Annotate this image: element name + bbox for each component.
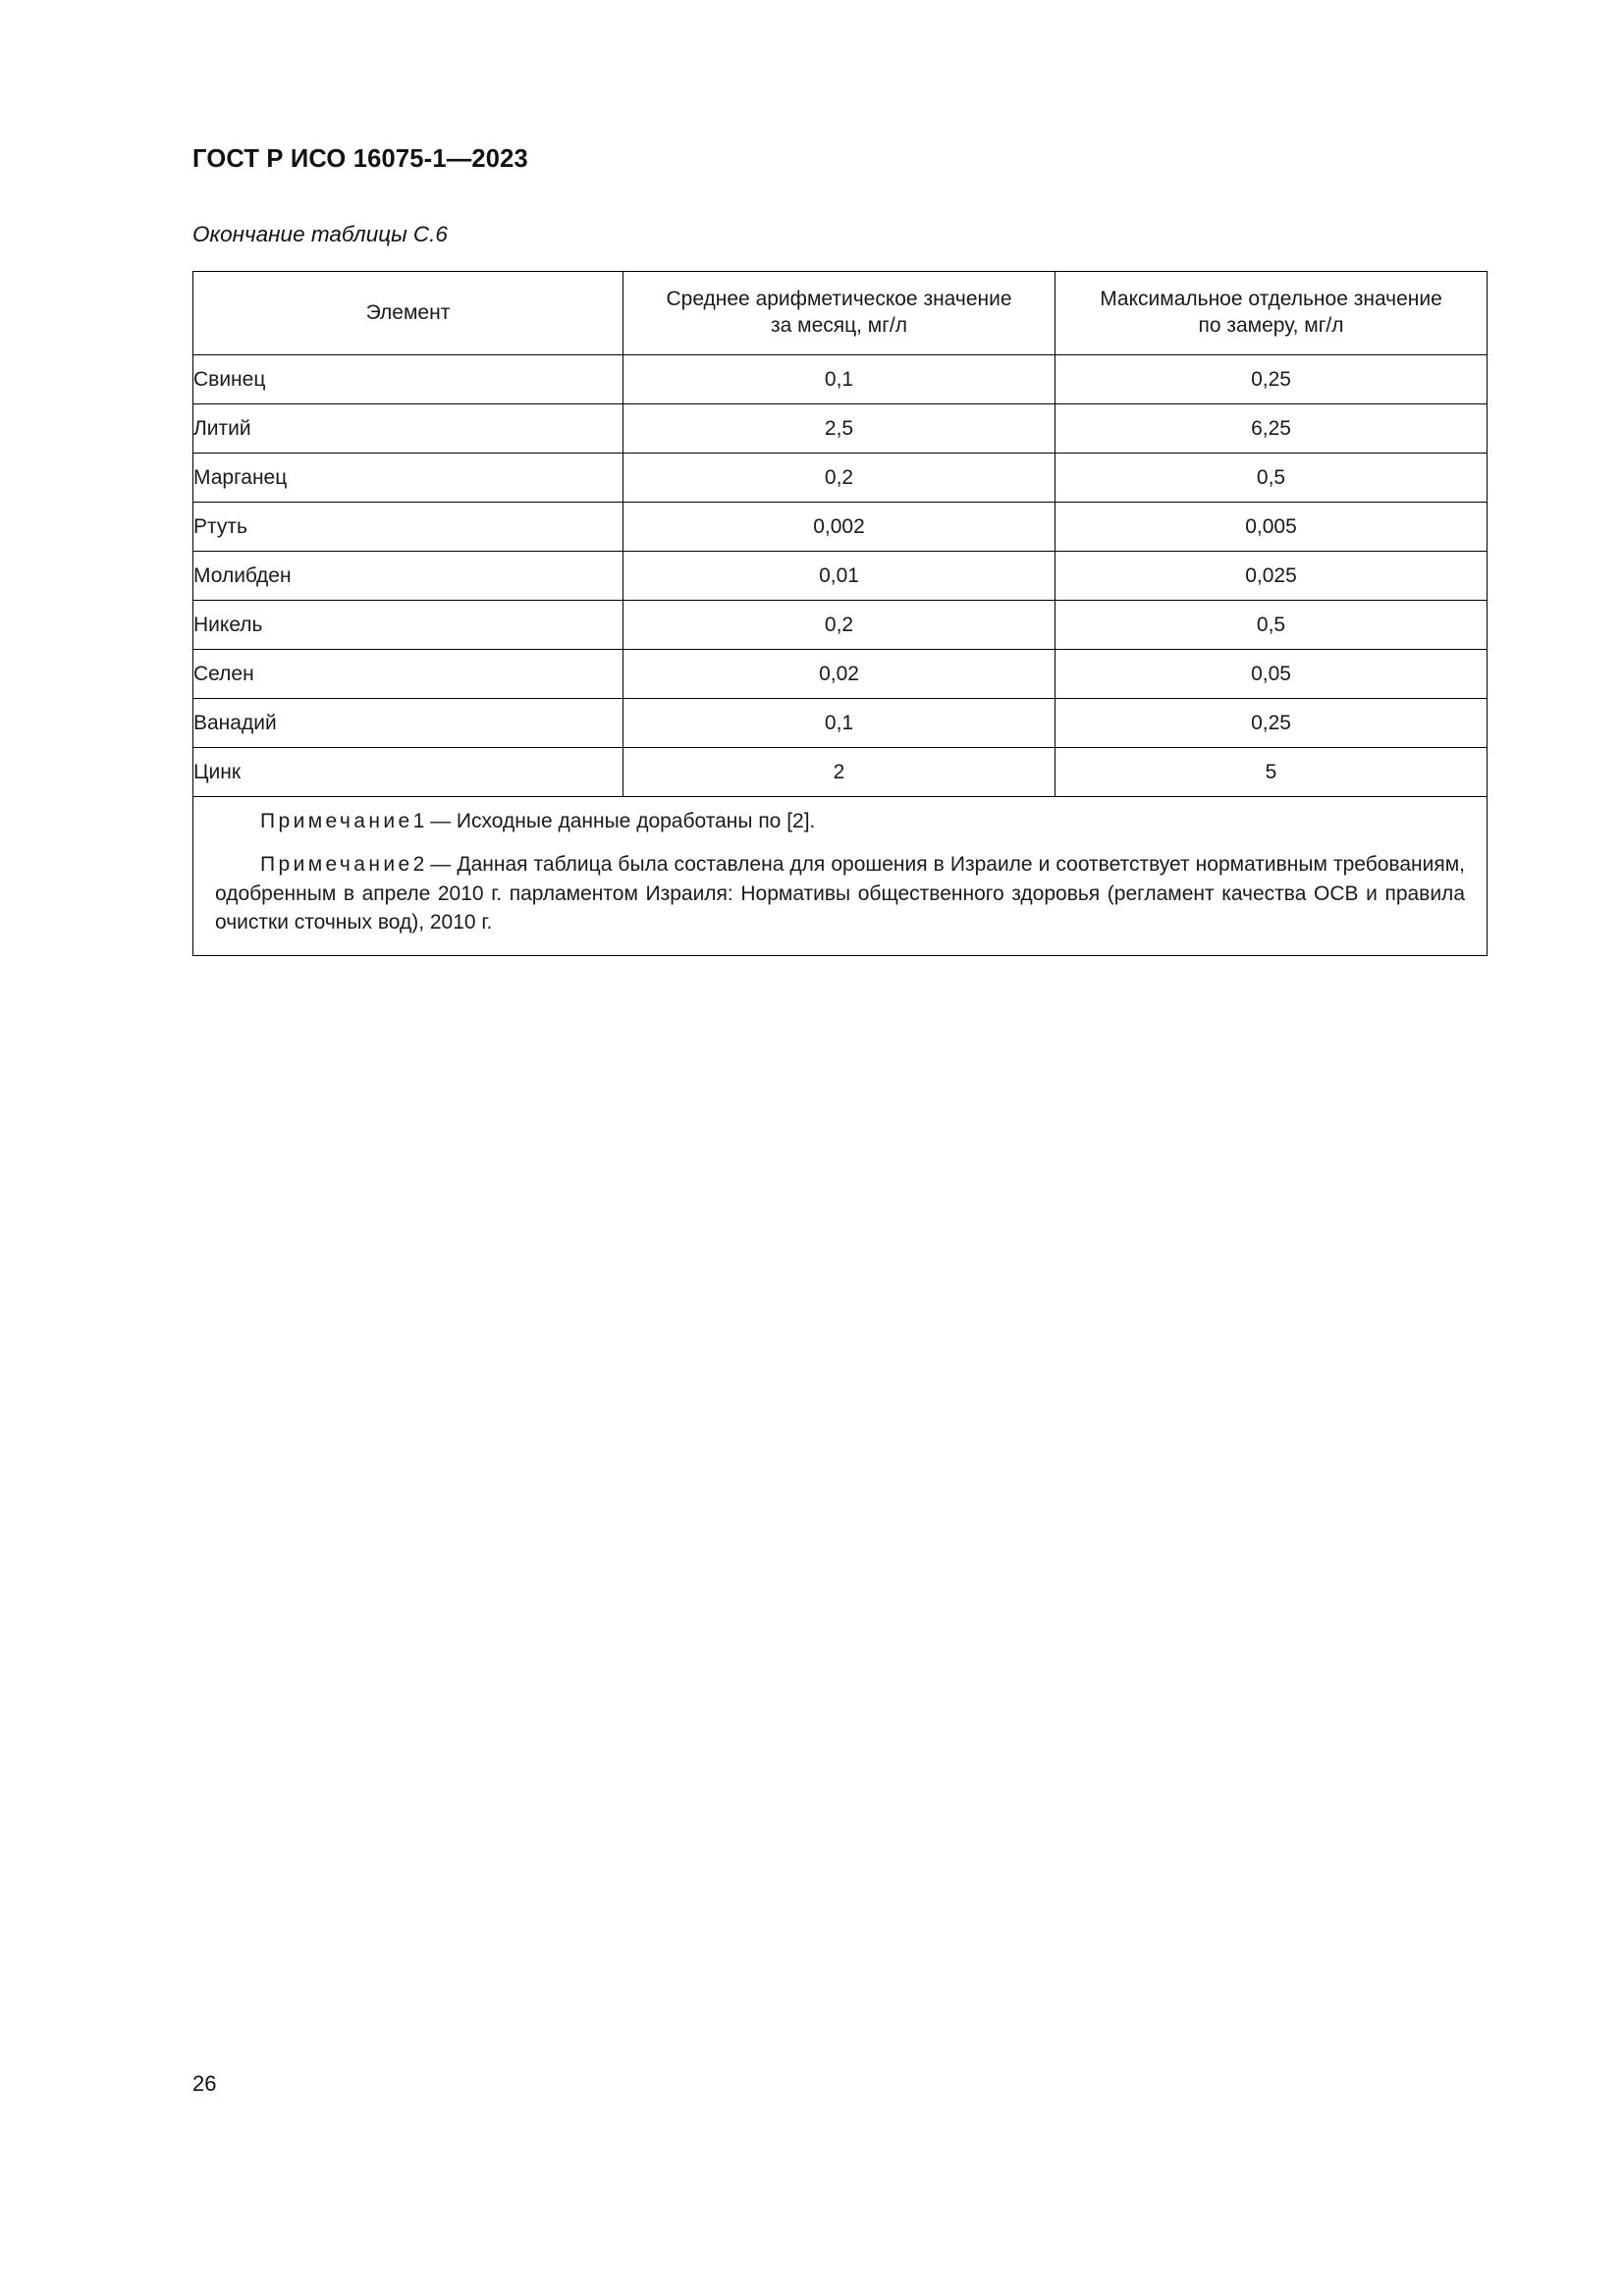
table-note-2-label: Примечание xyxy=(260,852,413,876)
cell-element: Ванадий xyxy=(193,699,623,748)
cell-mean-monthly: 0,1 xyxy=(623,699,1056,748)
table-row xyxy=(193,454,1488,503)
table-row xyxy=(193,552,1488,601)
table-notes-cell xyxy=(193,797,1488,956)
column-header-max-single-line2: по замеру, мг/л xyxy=(1198,314,1344,337)
table-head xyxy=(193,272,1488,355)
cell-max-single: 0,025 xyxy=(1056,552,1488,601)
table-row xyxy=(193,601,1488,650)
table-note-1 xyxy=(215,807,1465,836)
column-header-element xyxy=(193,272,623,355)
table-body xyxy=(193,355,1488,956)
cell-mean-monthly: 2 xyxy=(623,748,1056,797)
table-notes xyxy=(193,797,1487,955)
cell-max-single: 0,25 xyxy=(1056,699,1488,748)
table-note-2-dash: — xyxy=(424,852,458,876)
table-note-1-label: Примечание xyxy=(260,810,413,832)
cell-max-single: 0,5 xyxy=(1056,601,1488,650)
cell-element: Свинец xyxy=(193,355,623,404)
table-note-2 xyxy=(215,850,1465,937)
cell-mean-monthly: 0,01 xyxy=(623,552,1056,601)
cell-element: Марганец xyxy=(193,454,623,503)
table-row xyxy=(193,748,1488,797)
column-header-mean-monthly xyxy=(623,272,1056,355)
cell-max-single: 5 xyxy=(1056,748,1488,797)
page-number: 26 xyxy=(192,2071,217,2096)
cell-mean-monthly: 0,002 xyxy=(623,503,1056,552)
table-row xyxy=(193,699,1488,748)
column-header-max-single xyxy=(1056,272,1488,355)
cell-max-single: 0,005 xyxy=(1056,503,1488,552)
table-note-1-dash: — xyxy=(424,810,457,832)
cell-max-single: 0,5 xyxy=(1056,454,1488,503)
cell-element: Никель xyxy=(193,601,623,650)
column-header-mean-monthly-line1: Среднее арифметическое значение xyxy=(666,288,1012,311)
cell-max-single: 0,05 xyxy=(1056,650,1488,699)
table-note-1-number: 1 xyxy=(412,810,425,832)
cell-element: Цинк xyxy=(193,748,623,797)
cell-mean-monthly: 0,02 xyxy=(623,650,1056,699)
data-table xyxy=(192,271,1488,956)
cell-max-single: 0,25 xyxy=(1056,355,1488,404)
column-header-max-single-line1: Максимальное отдельное значение xyxy=(1100,288,1442,311)
cell-element: Литий xyxy=(193,404,623,454)
table-header-row xyxy=(193,272,1488,355)
cell-element: Ртуть xyxy=(193,503,623,552)
column-header-mean-monthly-line2: за месяц, мг/л xyxy=(770,314,907,337)
table-row xyxy=(193,503,1488,552)
document-standard-header: ГОСТ Р ИСО 16075-1—2023 xyxy=(192,145,528,173)
cell-element: Селен xyxy=(193,650,623,699)
cell-mean-monthly: 0,2 xyxy=(623,601,1056,650)
cell-mean-monthly: 2,5 xyxy=(623,404,1056,454)
table-row xyxy=(193,355,1488,404)
table-caption: Окончание таблицы С.6 xyxy=(192,222,448,246)
table-note-2-number: 2 xyxy=(412,852,425,876)
cell-mean-monthly: 0,1 xyxy=(623,355,1056,404)
table-notes-row xyxy=(193,797,1488,956)
table-note-2-text: Данная таблица была составлена для орошения в Израиле и соответствует нормативным требованиям, одобренным в апреле 2010 г. парламентом Израиля: Нормативы общественного здоровья (регламент качества ОСВ и правила очистки сточных вод), 2010 г. xyxy=(215,852,1465,934)
table-note-1-text: Исходные данные доработаны по [2]. xyxy=(456,810,816,832)
table-row xyxy=(193,404,1488,454)
table-container xyxy=(192,271,1487,956)
cell-mean-monthly: 0,2 xyxy=(623,454,1056,503)
table-row xyxy=(193,650,1488,699)
cell-element: Молибден xyxy=(193,552,623,601)
cell-max-single: 6,25 xyxy=(1056,404,1488,454)
column-header-element-line1: Элемент xyxy=(365,300,451,324)
